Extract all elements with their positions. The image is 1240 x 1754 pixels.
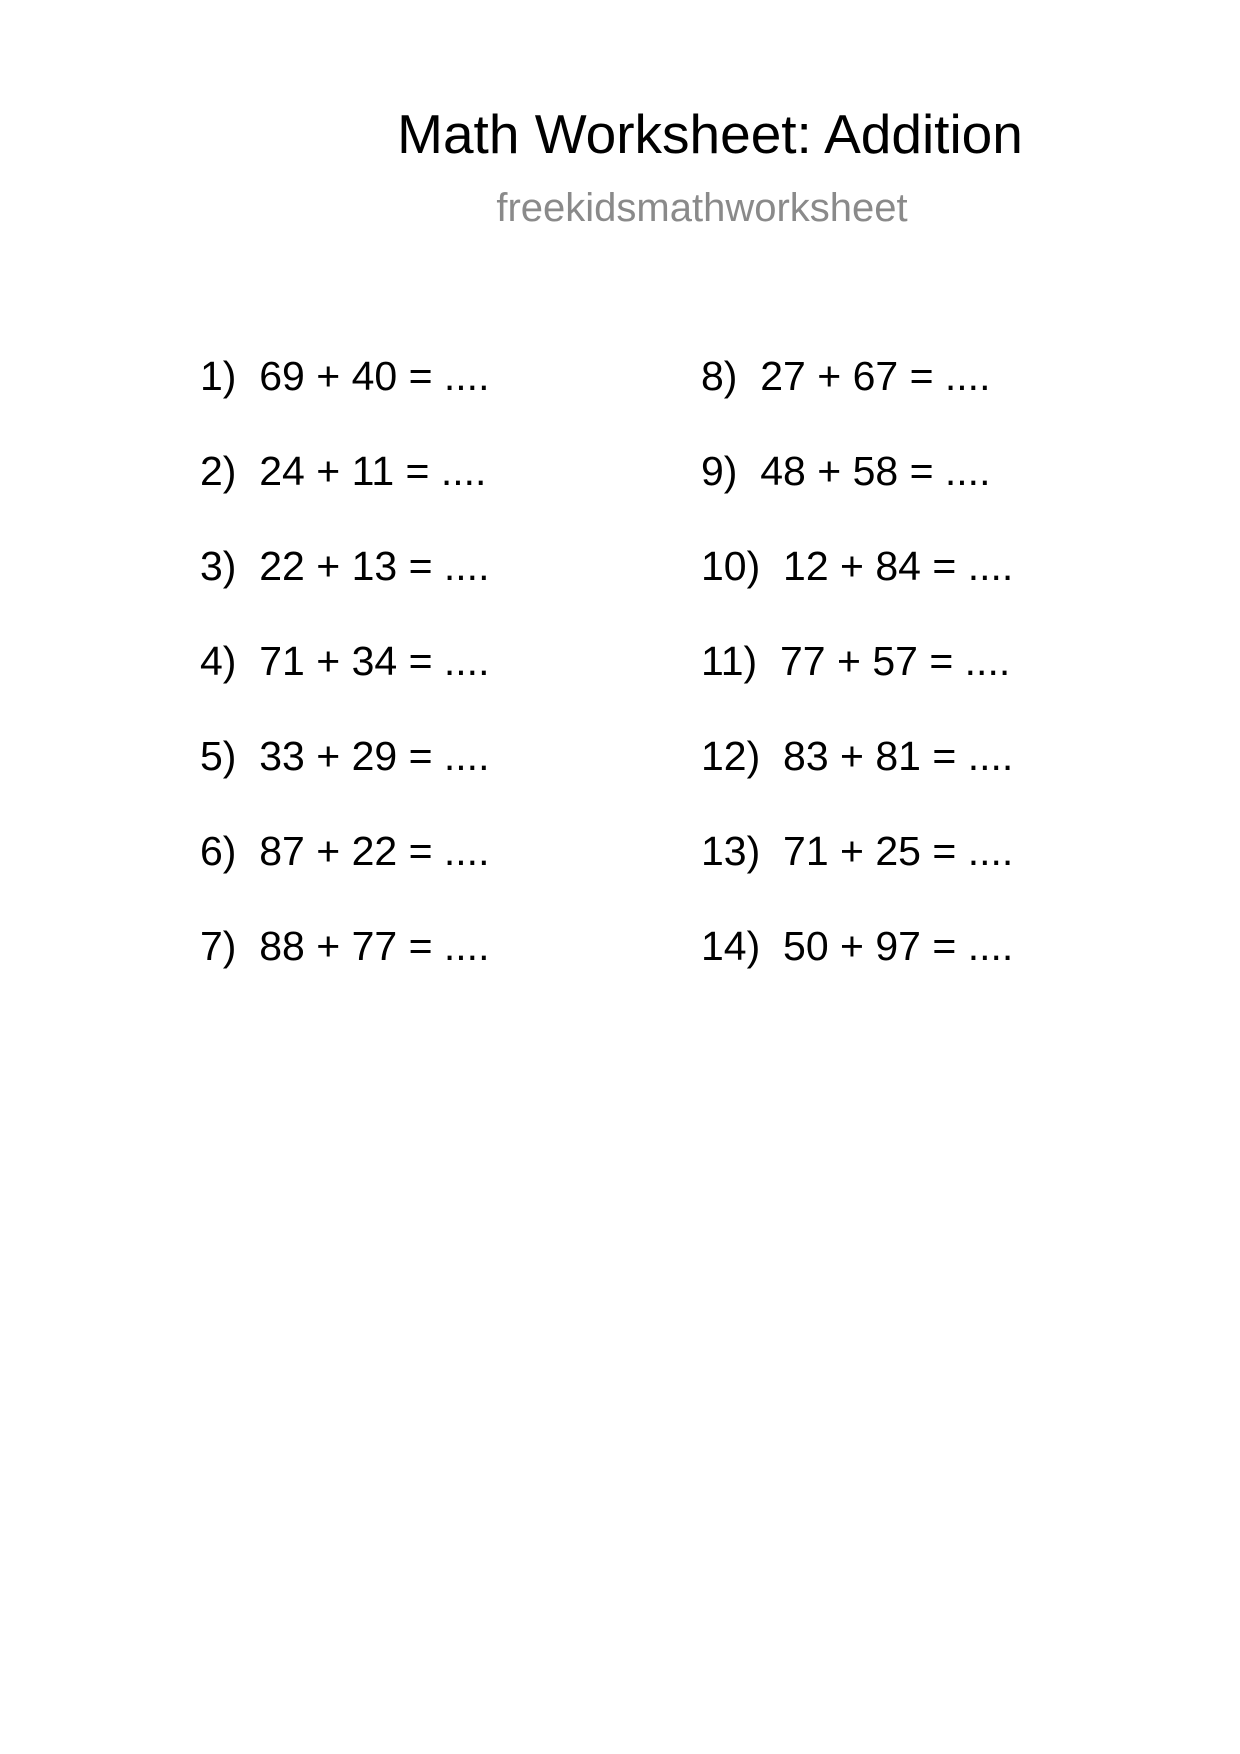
- problem-item: 4) 71 + 34 = ....: [200, 638, 490, 684]
- problem-item: 5) 33 + 29 = ....: [200, 733, 490, 779]
- problem-item: 10) 12 + 84 = ....: [701, 543, 1014, 589]
- problems-left-column: [200, 352, 489, 1017]
- page-title: Math Worksheet: Addition: [397, 103, 1023, 165]
- problem-item: 2) 24 + 11 = ....: [200, 448, 487, 494]
- problem-item: 12) 83 + 81 = ....: [701, 733, 1014, 779]
- problem-item: 9) 48 + 58 = ....: [701, 448, 991, 494]
- problem-item: 6) 87 + 22 = ....: [200, 828, 490, 874]
- problem-item: 3) 22 + 13 = ....: [200, 543, 490, 589]
- problem-item: 8) 27 + 67 = ....: [701, 353, 991, 399]
- page-subtitle: freekidsmathworksheet: [496, 186, 908, 230]
- problems-right-column: [701, 352, 1013, 1017]
- problem-item: 7) 88 + 77 = ....: [200, 923, 490, 969]
- problem-item: 1) 69 + 40 = ....: [200, 353, 490, 399]
- problem-item: 13) 71 + 25 = ....: [701, 828, 1014, 874]
- problem-item: 11) 77 + 57 = ....: [701, 638, 1011, 684]
- problem-item: 14) 50 + 97 = ....: [701, 923, 1014, 969]
